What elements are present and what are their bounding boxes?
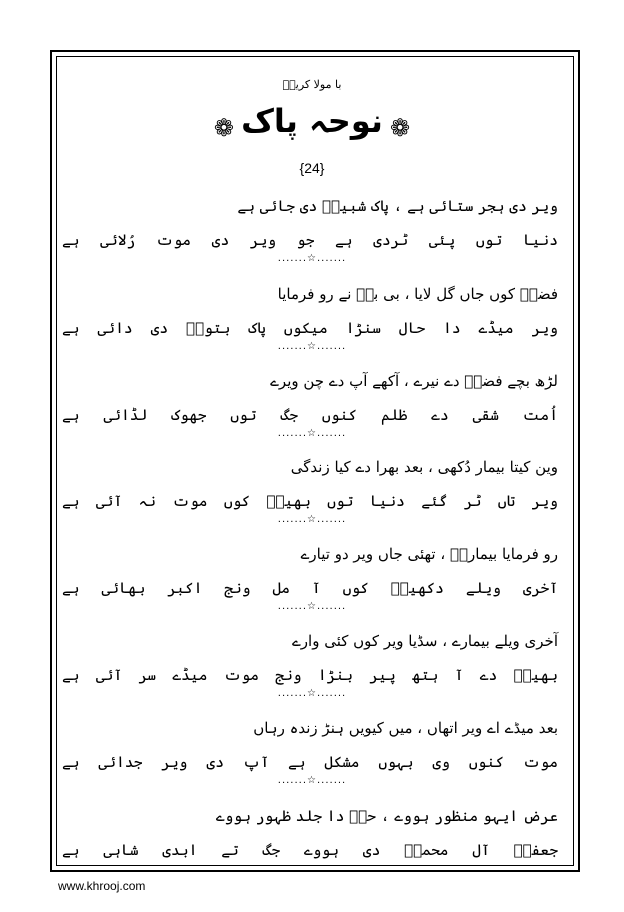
star-separator: .......☆....... <box>277 601 347 612</box>
stanza-line-1: عرض ایہو منظور ہووے ، حقؔ دا جلد ظہور ہووے <box>215 807 558 825</box>
star-separator: .......☆....... <box>277 341 347 352</box>
stanza-line-1: فضہؑ کوں جاں گل لایا ، بی بیؑ نے رو فرمایا <box>277 285 558 303</box>
stanza-line-2: ویر تاں ٹر گئے دنیا توں بھینؑ کوں موت نہ آئی ہے <box>62 492 558 510</box>
stanza-line-2: ویر میڈے دا حال سنڑا میکوں پاک بتولؑ دی دائی ہے <box>62 319 558 337</box>
star-separator: .......☆....... <box>277 253 347 264</box>
footer-url: www.khrooj.com <box>58 879 146 893</box>
stanza-line-2: موت کنوں وی بہوں مشکل ہے آپ دی ویر جدائی ہے <box>62 753 558 771</box>
stanza-line-2: آخری ویلے دکھیاؑ کوں آ مل ونج اکبر بھائی ہے <box>62 579 558 597</box>
star-separator: .......☆....... <box>277 428 347 439</box>
stanza-line-1: آخری ویلے بیمارے ، سڈیا ویر کوں کئی وارے <box>292 632 558 650</box>
star-separator: .......☆....... <box>277 688 347 699</box>
invocation-text: با مولا کریمؑ <box>282 78 342 91</box>
stanza-line-1: بعد میڈے اے ویر اتھاں ، میں کیویں ہنڑ زندہ رہاں <box>253 719 558 737</box>
stanza-line-2: اُمت شقی دے ظلم کنوں جگ توں جھوک لڈائی ہے <box>62 406 558 424</box>
stanza-line-2: بھینؑ دے آ ہتھ پیر بنڑا ونج موت میڈے سر آئی ہے <box>62 666 558 684</box>
poem-number: {24} <box>299 160 325 176</box>
flower-ornament-icon: ❁ <box>213 113 234 142</box>
stanza-line-1: رو فرمایا بیمارےؑ ، تھئی جاں ویر دو تیارے <box>300 545 558 563</box>
stanza-line-2: جعفرؔ آل محمدؐ دی ہووے جگ تے ابدی شاہی ہے <box>62 841 558 859</box>
page-title: نوحہ پاک <box>241 102 383 140</box>
flower-ornament-icon: ❁ <box>390 113 411 142</box>
stanza-line-1: ویر دی ہجر ستائی ہے ، پاک شبیرؑ دی جائی ہے <box>237 197 558 215</box>
title-block <box>0 100 624 142</box>
stanza-line-2: دنیا توں پئی ٹردی ہے جو ویر دی موت رُلائی ہے <box>62 231 558 249</box>
stanza-line-1: وین کیتا بیمار دُکھی ، بعد بھرا دے کیا زندگی <box>290 458 558 476</box>
star-separator: .......☆....... <box>277 775 347 786</box>
stanza-line-1: لڑھ بچے فضہؑ دے نیرے ، آکھے آپ دے چن ویرے <box>270 372 558 390</box>
star-separator: .......☆....... <box>277 514 347 525</box>
